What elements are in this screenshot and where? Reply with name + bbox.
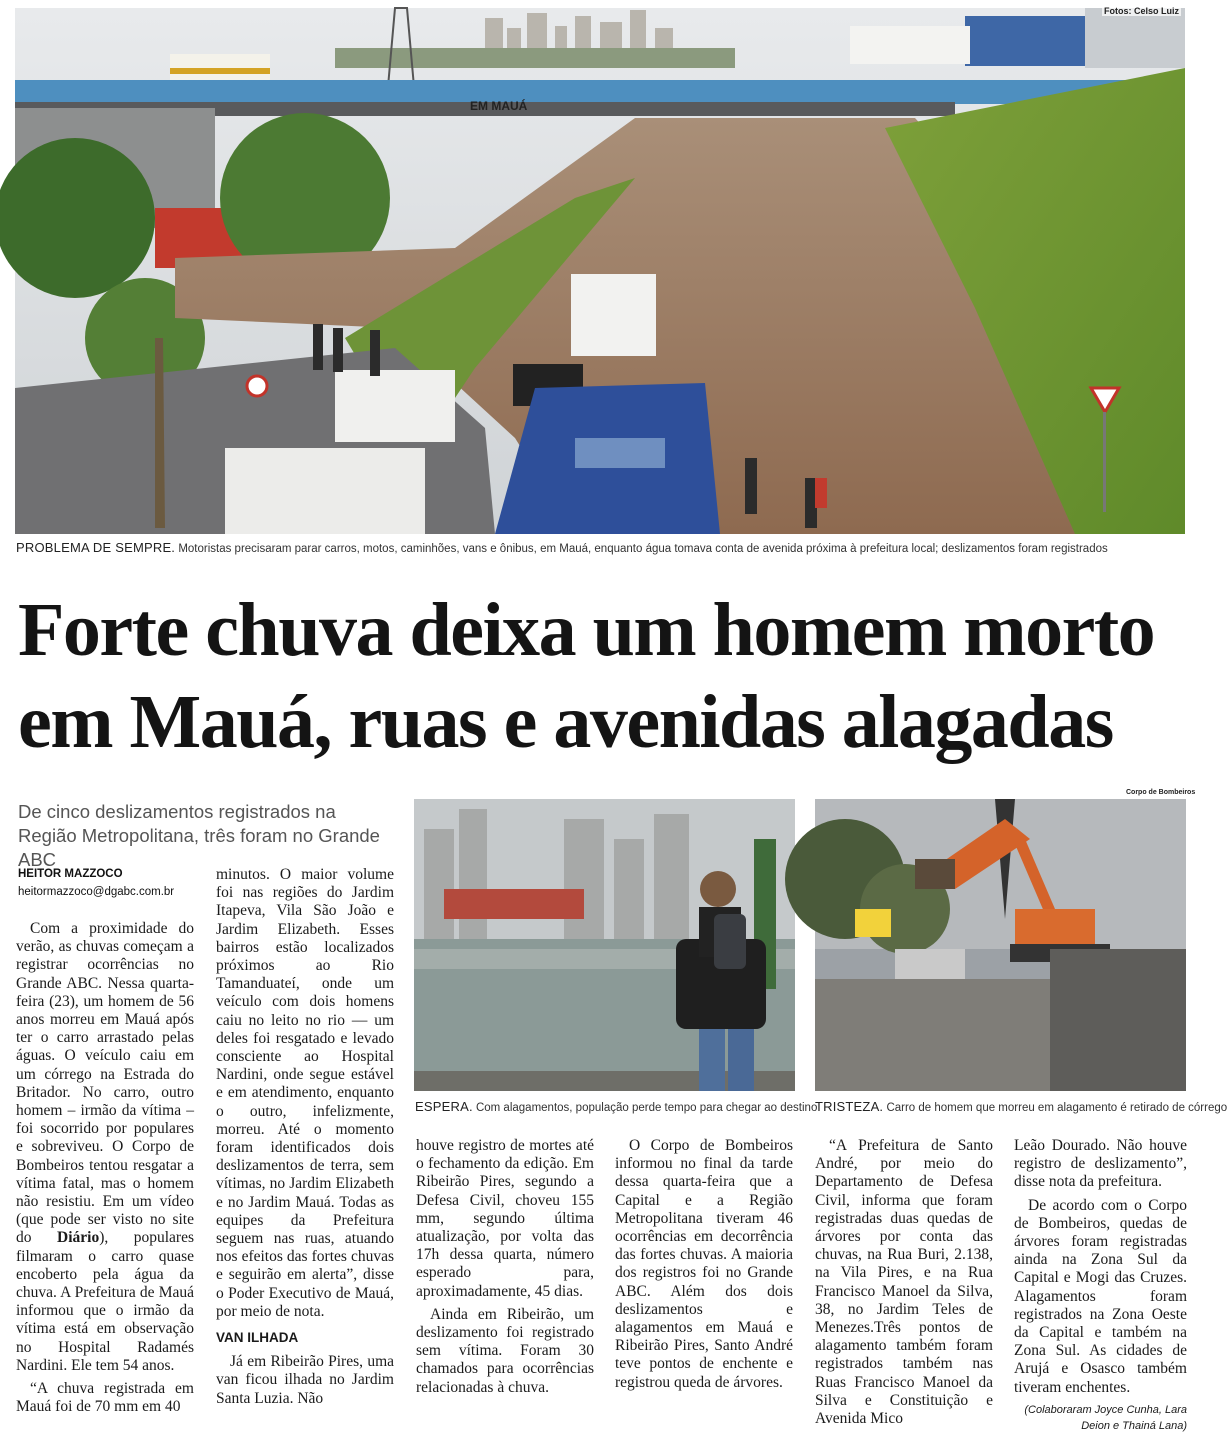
top-photo-credit: Fotos: Celso Luiz (1104, 6, 1179, 16)
caption-text: Com alagamentos, população perde tempo para chegar ao destino (472, 1102, 818, 1114)
article-column-2 (216, 866, 394, 1413)
caption-kicker: ESPERA. (415, 1099, 473, 1114)
headline-line-1: Forte chuva deixa um homem morto (18, 588, 1155, 672)
byline-email: heitormazzoco@dgabc.com.br (18, 886, 175, 898)
right-photo-caption (815, 1099, 1227, 1114)
waiting-man-photo (414, 799, 795, 1091)
byline-name: HEITOR MAZZOCO (18, 868, 123, 880)
article-paragraph: minutos. O maior volume foi nas regiões do Jardim Itapeva, Vila São João e Jardim Elizabeth. Esses bairros estão localizados próximos ao Rio Tamanduateí, onde um veículo com dois homens caiu no leito no rio — um deles foi resgatado e levado consciente ao Hospital Nardini, onde segue estável e em atendimento, enquanto o outro, infelizmente, morreu. Até o momento foram identificados dois deslizamentos de terra, sem vítimas, no Jardim Elizabeth e no Jardim Mauá. Todas as equipes da Prefeitura seguem nas ruas, atuando nos efeitos das fortes chuvas e seguirão em alerta”, disse o Poder Executivo de Mauá, por meio de nota. (216, 866, 394, 1320)
article-column-4 (615, 1137, 793, 1397)
article-column-3 (416, 1137, 594, 1402)
article-paragraph: Já em Ribeirão Pires, uma van ficou ilhada no Jardim Santa Luzia. Não (216, 1353, 394, 1407)
article-paragraph: “A Prefeitura de Santo André, por meio do Departamento de Defesa Civil, informa que foram registradas duas quedas de árvores por conta das chuvas, na Rua Buri, 2.138, na Vila Pires, e na Rua Francisco Manoel da Silva, 38, no Jardim Teles de Menezes.Três pontos de alagamento também foram registrados também nas Ruas Francisco Manoel da Silva e Constituição e Avenida Mico (815, 1137, 993, 1428)
article-paragraph: Com a proximidade do verão, as chuvas começam a registrar ocorrências no Grande ABC. Nessa quarta-feira (23), um homem de 56 anos morreu em Mauá após ter o carro arrastado pelas águas. O veículo caiu em um córrego na Estrada do Britador. No carro, outro homem – irmão da vítima – foi socorrido por populares e sobreviveu. O Corpo de Bombeiros tentou resgatar a vítima fatal, mas o homem não resistiu. Em um vídeo (que pode ser visto no site do Diário), populares filmaram o carro quase encoberto pela água da chuva. A Prefeitura de Mauá informou que o irmão da vítima está em observação no Hospital Radamés Nardini. Ele tem 54 anos. (16, 920, 195, 1374)
article-paragraph: O Corpo de Bombeiros informou no final da tarde dessa quarta-feira que a Capital e a Região Metropolitana tiveram 46 ocorrências em decorrência das fortes chuvas. A maioria dos registros foi no Grande ABC. Além dos dois deslizamentos e alagamentos em Mauá e Ribeirão Pires, Santo André teve pontos de enchente e registrou queda de árvores. (615, 1137, 793, 1391)
collaborators-credit: (Colaboraram Joyce Cunha, Lara Deion e Thainá Lana) (1024, 1403, 1187, 1432)
article-column-1 (16, 920, 194, 1421)
caption-kicker: TRISTEZA. (815, 1099, 884, 1114)
section-subtitle: VAN ILHADA (216, 1330, 299, 1346)
article-paragraph: houve registro de mortes até o fechamento da edição. Em Ribeirão Pires, segundo a Defesa Civil, choveu 155 mm, segundo última atualização, por volta das 17h dessa quarta, número esperado para, aproximadamente, 45 dias. (416, 1137, 594, 1300)
top-photo-caption (16, 540, 1186, 555)
article-paragraph: “A chuva registrada em Mauá foi de 70 mm em 40 (16, 1380, 194, 1416)
article-column-6 (1014, 1137, 1187, 1439)
caption-kicker: PROBLEMA DE SEMPRE. (16, 540, 176, 555)
article-paragraph: Leão Dourado. Não houve registro de deslizamento”, disse nota da prefeitura. (1014, 1137, 1187, 1191)
article-paragraph: De acordo com o Corpo de Bombeiros, quedas de árvores foram registradas ainda na Zona Sul da Capital e Mogi das Cruzes. Alagamentos foram registrados na Zona Oeste da Capital e também na Zona Sul. As cidades de Arujá e Osasco também tiveram enchentes. (1014, 1196, 1187, 1396)
left-photo-caption (415, 1099, 818, 1114)
article-column-5 (815, 1137, 993, 1433)
flooded-avenue-photo (15, 8, 1185, 534)
caption-text: Carro de homem que morreu em alagamento é retirado de córrego (883, 1102, 1227, 1114)
car-removal-photo (815, 799, 1186, 1091)
headline-line-2: em Mauá, ruas e avenidas alagadas (18, 680, 1113, 764)
subheadline: De cinco deslizamentos registrados na Região Metropolitana, três foram no Grande ABC (18, 801, 380, 870)
article-paragraph: Ainda em Ribeirão, um deslizamento foi registrado sem vítima. Foram 30 chamados para ocorrências relacionadas à chuva. (416, 1305, 594, 1396)
caption-text: Motoristas precisaram parar carros, motos, caminhões, vans e ônibus, em Mauá, enquanto água tomava conta de avenida próxima à prefeitura local; deslizamentos foram registrados (175, 543, 1108, 555)
right-photo-credit: Corpo de Bombeiros (1126, 789, 1196, 796)
svg-text:EM MAUÁ: EM MAUÁ (470, 99, 528, 113)
